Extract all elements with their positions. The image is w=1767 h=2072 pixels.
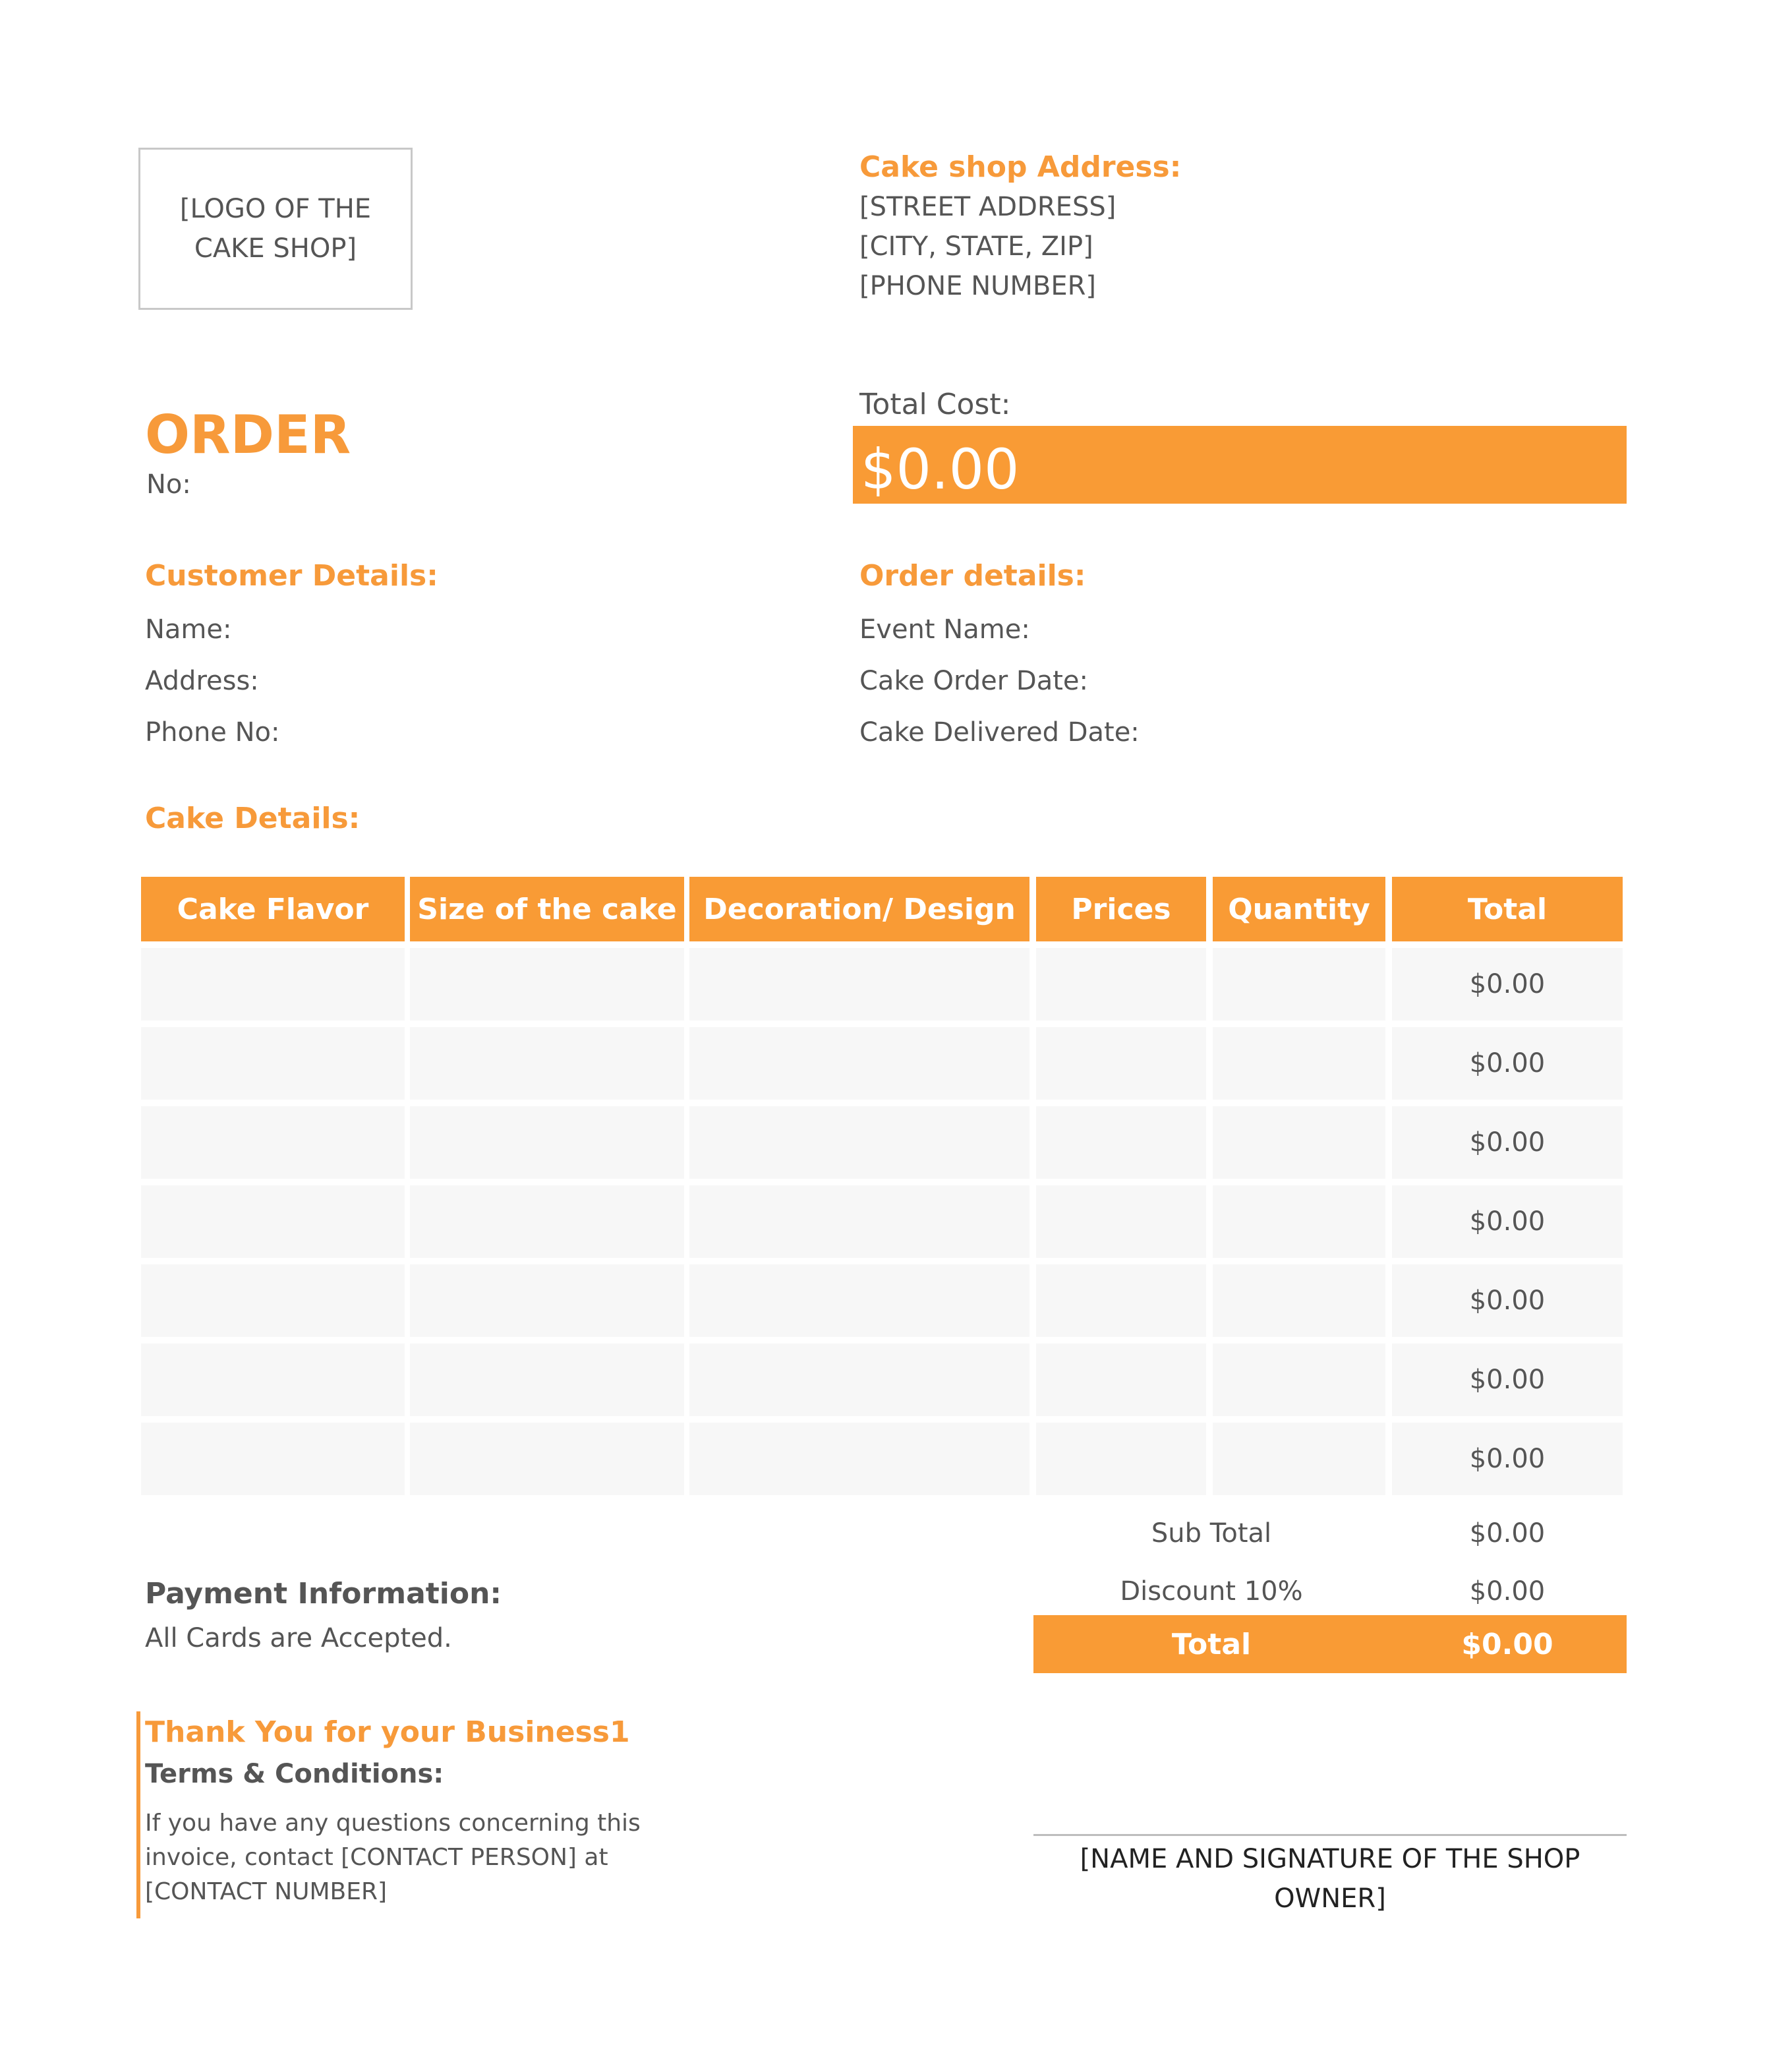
table-cell[interactable] xyxy=(410,1106,684,1179)
table-row-total-cell[interactable]: $0.00 xyxy=(1392,1423,1623,1495)
table-cell[interactable] xyxy=(689,948,1029,1021)
grand-total-value: $0.00 xyxy=(1461,1627,1553,1661)
table-cell[interactable] xyxy=(1036,948,1206,1021)
logo-text: [LOGO OF THE CAKE SHOP] xyxy=(179,194,372,264)
shop-phone: [PHONE NUMBER] xyxy=(859,271,1097,301)
signature-line-2: OWNER] xyxy=(1274,1883,1386,1914)
table-cell[interactable] xyxy=(410,1027,684,1100)
table-cell[interactable] xyxy=(410,1264,684,1337)
table-header-total: Total xyxy=(1392,877,1623,941)
table-cell[interactable] xyxy=(689,1027,1029,1100)
table-cell[interactable] xyxy=(1036,1106,1206,1179)
customer-details-heading: Customer Details: xyxy=(145,559,438,593)
table-cell[interactable] xyxy=(689,1423,1029,1495)
signature-line xyxy=(1033,1834,1627,1836)
cake-delivered-date-label: Cake Delivered Date: xyxy=(859,717,1140,748)
payment-heading: Payment Information: xyxy=(145,1577,502,1611)
table-cell[interactable] xyxy=(1213,1106,1385,1179)
thank-you-accent-rule xyxy=(136,1711,140,1918)
shop-street: [STREET ADDRESS] xyxy=(859,192,1116,222)
table-cell[interactable] xyxy=(689,1344,1029,1416)
terms-line-3: [CONTACT NUMBER] xyxy=(145,1878,388,1905)
table-cell[interactable] xyxy=(410,1185,684,1258)
terms-heading: Terms & Conditions: xyxy=(145,1759,444,1789)
table-cell[interactable] xyxy=(410,1344,684,1416)
table-cell[interactable] xyxy=(1213,1185,1385,1258)
table-cell[interactable] xyxy=(141,1027,405,1100)
discount-label: Discount 10% xyxy=(1120,1576,1303,1607)
signature-line-1: [NAME AND SIGNATURE OF THE SHOP xyxy=(1080,1844,1580,1874)
table-cell[interactable] xyxy=(141,1344,405,1416)
table-row-total-cell[interactable]: $0.00 xyxy=(1392,1264,1623,1337)
table-cell[interactable] xyxy=(1036,1264,1206,1337)
cake-order-date-label: Cake Order Date: xyxy=(859,666,1088,696)
table-cell[interactable] xyxy=(689,1185,1029,1258)
table-cell[interactable] xyxy=(141,948,405,1021)
shop-city: [CITY, STATE, ZIP] xyxy=(859,231,1093,262)
order-title: ORDER xyxy=(145,404,351,465)
table-cell[interactable] xyxy=(689,1264,1029,1337)
shop-address-heading: Cake shop Address: xyxy=(859,150,1182,184)
table-cell[interactable] xyxy=(1036,1423,1206,1495)
terms-line-1: If you have any questions concerning this xyxy=(145,1810,641,1837)
order-number-label: No: xyxy=(146,469,191,500)
logo-placeholder xyxy=(138,148,413,310)
terms-line-2: invoice, contact [CONTACT PERSON] at xyxy=(145,1844,608,1871)
table-cell[interactable] xyxy=(1213,1423,1385,1495)
subtotal-value: $0.00 xyxy=(1469,1518,1546,1549)
table-cell[interactable] xyxy=(1036,1185,1206,1258)
table-header-size: Size of the cake xyxy=(410,877,684,941)
table-row-total-cell[interactable]: $0.00 xyxy=(1392,1185,1623,1258)
order-details-heading: Order details: xyxy=(859,559,1086,593)
total-cost-label: Total Cost: xyxy=(859,388,1011,421)
table-cell[interactable] xyxy=(1036,1027,1206,1100)
table-cell[interactable] xyxy=(410,948,684,1021)
grand-total-label: Total xyxy=(1171,1627,1252,1661)
table-cell[interactable] xyxy=(1213,948,1385,1021)
table-row-total-cell[interactable]: $0.00 xyxy=(1392,1106,1623,1179)
discount-value: $0.00 xyxy=(1469,1576,1546,1607)
table-cell[interactable] xyxy=(141,1423,405,1495)
table-header-quantity: Quantity xyxy=(1213,877,1385,941)
table-row-total-cell[interactable]: $0.00 xyxy=(1392,1344,1623,1416)
table-cell[interactable] xyxy=(689,1106,1029,1179)
table-cell[interactable] xyxy=(141,1264,405,1337)
table-cell[interactable] xyxy=(141,1106,405,1179)
event-name-label: Event Name: xyxy=(859,614,1030,645)
table-row-total-cell[interactable]: $0.00 xyxy=(1392,1027,1623,1100)
table-cell[interactable] xyxy=(141,1185,405,1258)
table-cell[interactable] xyxy=(1036,1344,1206,1416)
table-header-prices: Prices xyxy=(1036,877,1206,941)
table-header-decoration: Decoration/ Design xyxy=(689,877,1029,941)
payment-text: All Cards are Accepted. xyxy=(145,1623,452,1653)
subtotal-label: Sub Total xyxy=(1151,1518,1272,1549)
table-cell[interactable] xyxy=(1213,1027,1385,1100)
table-cell[interactable] xyxy=(1213,1344,1385,1416)
customer-address-label: Address: xyxy=(145,666,259,696)
cake-details-heading: Cake Details: xyxy=(145,802,361,835)
table-row-total-cell[interactable]: $0.00 xyxy=(1392,948,1623,1021)
customer-phone-label: Phone No: xyxy=(145,717,280,748)
customer-name-label: Name: xyxy=(145,614,232,645)
table-cell[interactable] xyxy=(1213,1264,1385,1337)
thank-you-text: Thank You for your Business1 xyxy=(145,1715,630,1749)
total-cost-value: $0.00 xyxy=(861,437,1020,502)
table-header-cake-flavor: Cake Flavor xyxy=(141,877,405,941)
table-cell[interactable] xyxy=(410,1423,684,1495)
